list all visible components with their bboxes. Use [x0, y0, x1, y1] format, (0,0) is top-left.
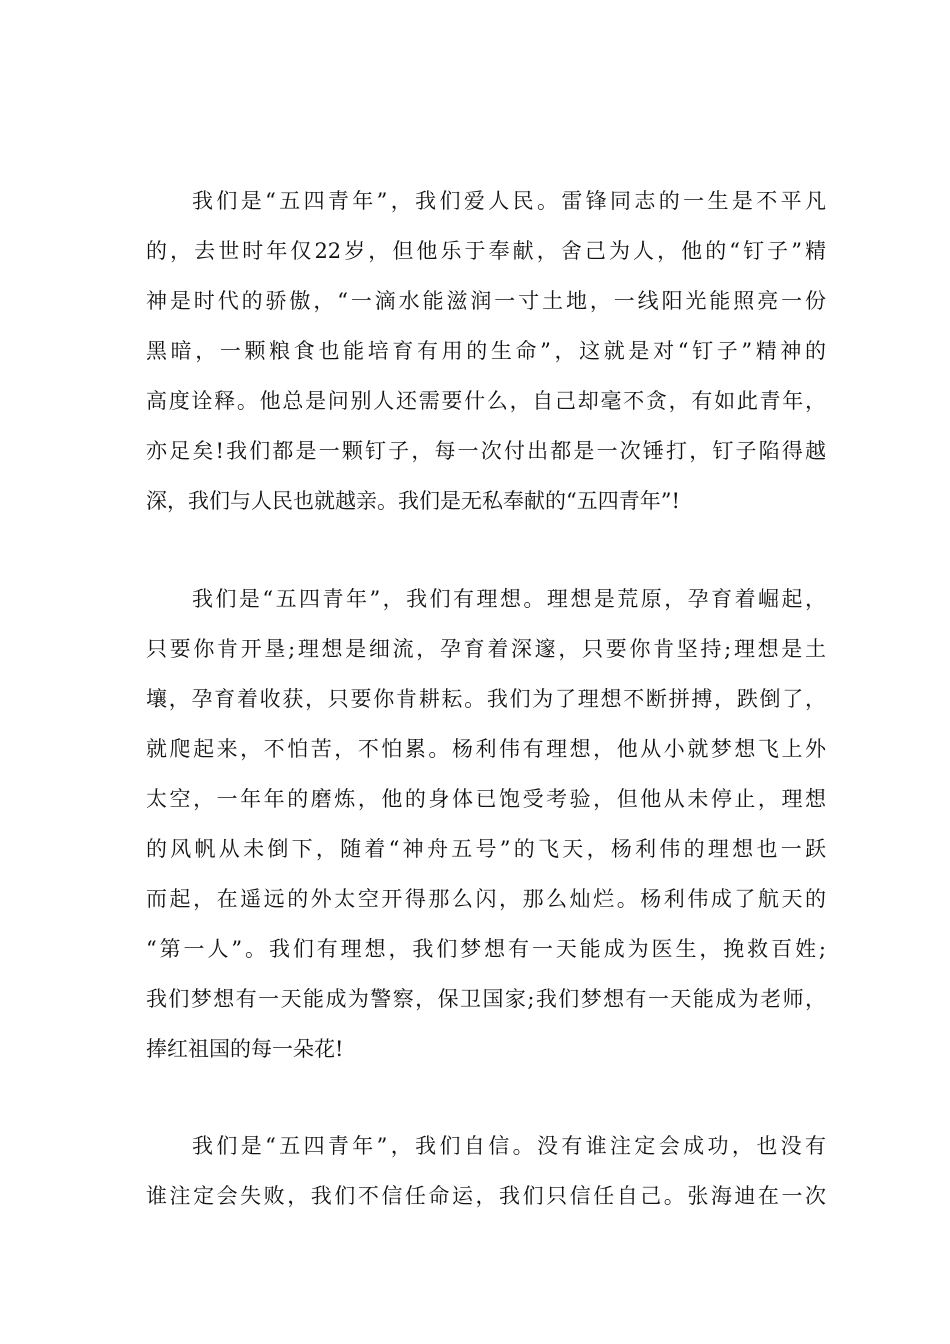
text-line: 我们是“五四青年”，我们爱人民。雷锋同志的一生是不平凡 — [192, 189, 826, 213]
text-line: 捧红祖国的每一朵花! — [146, 1037, 344, 1061]
text-line: 只要你肯开垦;理想是细流，孕育着深邃，只要你肯坚持;理想是土 — [146, 637, 826, 661]
text-line: “第一人”。我们有理想，我们梦想有一天能成为医生，挽救百姓; — [146, 937, 826, 961]
text-line: 就爬起来，不怕苦，不怕累。杨利伟有理想，他从小就梦想飞上外 — [146, 737, 826, 761]
text-line: 谁注定会失败，我们不信任命运，我们只信任自己。张海迪在一次 — [146, 1184, 826, 1208]
text-line: 高度诠释。他总是问别人还需要什么，自己却毫不贪，有如此青年， — [146, 389, 826, 413]
text-line: 神是时代的骄傲，“一滴水能滋润一寸土地，一线阳光能照亮一份 — [146, 289, 826, 313]
text-line: 壤，孕育着收获，只要你肯耕耘。我们为了理想不断拼搏，跌倒了， — [146, 687, 826, 711]
paragraph-confidence — [146, 1121, 826, 1221]
text-line: 我们是“五四青年”，我们有理想。理想是荒原，孕育着崛起， — [192, 587, 826, 611]
text-line: 我们梦想有一天能成为警察，保卫国家;我们梦想有一天能成为老师， — [146, 987, 826, 1011]
text-line: 黑暗，一颗粮食也能培育有用的生命”，这就是对“钉子”精神的 — [146, 339, 826, 363]
paragraph-ideals — [146, 574, 826, 1074]
text-line: 我们是“五四青年”，我们自信。没有谁注定会成功，也没有 — [192, 1134, 826, 1158]
text-line: 深，我们与人民也就越亲。我们是无私奉献的“五四青年”! — [146, 489, 680, 513]
text-line: 的风帆从未倒下，随着“神舟五号”的飞天，杨利伟的理想也一跃 — [146, 837, 826, 861]
text-line: 的，去世时年仅22岁，但他乐于奉献，舍己为人，他的“钉子”精 — [146, 239, 826, 263]
text-line: 太空，一年年的磨炼，他的身体已饱受考验，但他从未停止，理想 — [146, 787, 826, 811]
text-line: 而起，在遥远的外太空开得那么闪，那么灿烂。杨利伟成了航天的 — [146, 887, 826, 911]
paragraph-love-people — [146, 176, 826, 526]
text-line: 亦足矣!我们都是一颗钉子，每一次付出都是一次锤打，钉子陷得越 — [146, 439, 826, 463]
